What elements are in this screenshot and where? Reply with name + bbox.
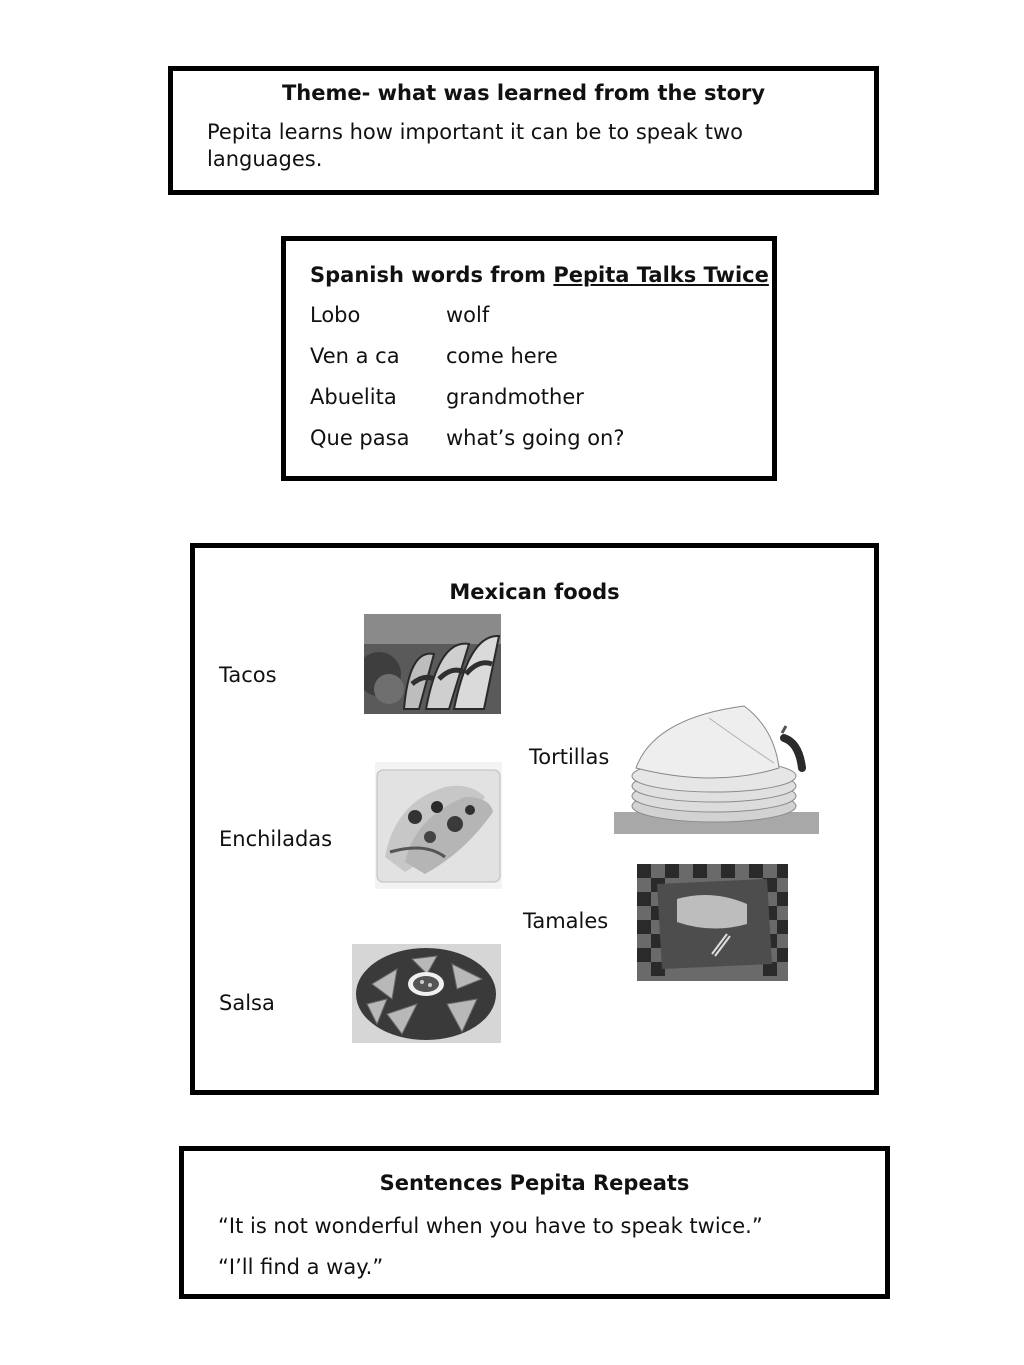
salsa-label: Salsa [219, 991, 275, 1015]
spanish-word: Abuelita [310, 385, 397, 409]
spanish-words-title-prefix: Spanish words from [310, 263, 554, 287]
english-meaning: wolf [446, 303, 490, 327]
english-meaning: come here [446, 344, 558, 368]
english-meaning: what’s going on? [446, 426, 625, 450]
tortillas-label: Tortillas [529, 745, 610, 769]
book-title: Pepita Talks Twice [553, 263, 769, 287]
sentences-title: Sentences Pepita Repeats [379, 1171, 690, 1195]
tacos-label: Tacos [219, 663, 277, 687]
theme-body: Pepita learns how important it can be to speak two languages. [207, 120, 744, 171]
salsa-image [352, 944, 501, 1043]
tamales-image [637, 864, 788, 981]
spanish-word: Ven a ca [310, 344, 400, 368]
sentence-1: “It is not wonderful when you have to speak twice.” [218, 1214, 763, 1238]
mexican-foods-box [190, 543, 879, 1095]
sentences-box [179, 1146, 890, 1299]
english-meaning: grandmother [446, 385, 584, 409]
spanish-word: Lobo [310, 303, 361, 327]
theme-box [168, 66, 879, 195]
mexican-foods-title: Mexican foods [449, 580, 620, 604]
spanish-word: Que pasa [310, 426, 410, 450]
tortillas-image [614, 698, 819, 836]
enchiladas-label: Enchiladas [219, 827, 333, 851]
spanish-words-title [310, 263, 769, 287]
tacos-image [364, 614, 501, 714]
theme-title: Theme- what was learned from the story [281, 81, 766, 105]
sentence-2: “I’ll find a way.” [218, 1255, 384, 1279]
spanish-words-box [281, 236, 777, 481]
enchiladas-image [375, 762, 502, 889]
tamales-label: Tamales [523, 909, 609, 933]
